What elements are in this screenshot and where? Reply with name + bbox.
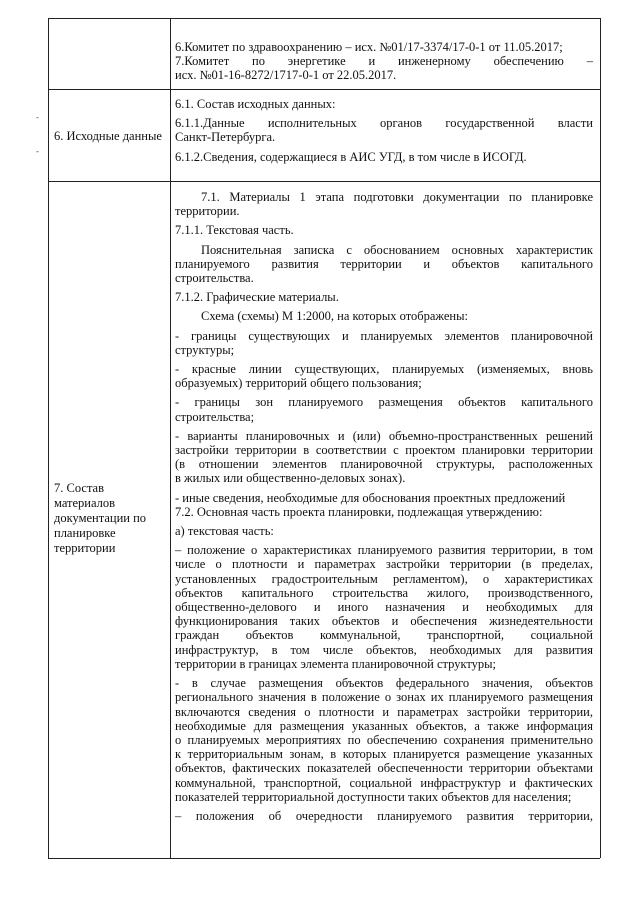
text-line: - варианты планировочных и (или) объемно-пространственных решений [175, 428, 593, 443]
text-line: застройки территории в соответствии с проектом планировки территории [175, 443, 593, 458]
text-line: регионального значения в положение о зонах их планируемого размещения [175, 690, 593, 705]
text-line: структуры; [175, 342, 235, 357]
text-line: 6.1.2.Сведения, содержащиеся в АИС УГД, в том числе в ИСОГД. [175, 149, 527, 164]
text-line: 7.1.1. Текстовая часть. [175, 223, 294, 238]
row2-content [175, 97, 593, 164]
text-line: - иные сведения, необходимые для обоснования проектных предложений [175, 490, 566, 505]
table-row-divider-1 [48, 89, 600, 90]
text-line: а) текстовая часть: [175, 524, 274, 539]
row3-content [175, 190, 593, 823]
text-line: планируемого развития территории и объектов капитального [175, 256, 593, 271]
label-line: материалов [54, 496, 116, 510]
table-row-divider-2 [48, 181, 600, 182]
text-line: - красные линии существующих, планируемых (изменяемых, вновь [175, 362, 593, 377]
text-line: объектов, фактических показателей обеспеченности территории объектами [175, 761, 593, 776]
text-line: строительства; [175, 409, 255, 424]
text-line: 7.Комитет по энергетике и инженерному обеспечению – [175, 54, 593, 69]
text-line: коммунальной, транспортной, социальной инфраструктур и фактических [175, 775, 593, 790]
label-line: планировке [54, 526, 116, 540]
row2-label: 6. Исходные данные [54, 129, 162, 143]
text-line: установленных градостроительным регламентом), о характеристиках [175, 571, 593, 586]
text-line: 7.2. Основная часть проекта планировки, подлежащая утверждению: [175, 504, 543, 519]
text-line: – положение о характеристиках планируемого развития территории, в том [175, 543, 593, 558]
text-line: включаются сведения о плотности и параметрах застройки территории, [175, 704, 593, 719]
table-top-border [48, 18, 600, 19]
row1-content [175, 40, 593, 83]
text-line: строительства. [175, 271, 254, 286]
text-line: в жилых или общественно-деловых зонах). [175, 471, 406, 486]
text-line: 7.1.2. Графические материалы. [175, 290, 339, 305]
text-line: функционирования таких объектов и обеспечения жизнедеятельности [175, 614, 593, 629]
text-line: к территориальным зонам, в которых планируется размещение указанных [175, 747, 593, 762]
text-line: - границы зон планируемого размещения объектов капитального [175, 395, 593, 410]
label-line: территории [54, 541, 116, 555]
text-line: объектов капитального строительства жилого, производственного, [175, 585, 593, 600]
row3-label [54, 481, 164, 556]
text-line: Схема (схемы) М 1:2000, на которых отображены: [201, 309, 468, 324]
text-line: территории. [175, 204, 240, 219]
text-line: 6.1.1.Данные исполнительных органов государственной власти [175, 116, 593, 131]
text-line: общественно-делового и иного назначения и необходимых для [175, 600, 593, 615]
text-line: о планируемых мероприятиях по обеспечению сохранения применительно [175, 732, 593, 747]
text-line: 7.1. Материалы 1 этапа подготовки документации по планировке [201, 190, 593, 204]
text-line: Санкт-Петербурга. [175, 130, 276, 145]
margin-mark: - [36, 112, 39, 122]
text-line: необходимые для размещения указанных объектов, а также информация [175, 718, 593, 733]
text-line: показателей территориальной доступности таких объектов для населения; [175, 789, 572, 804]
text-line: 6.Комитет по здравоохранению – исх. №01/17-3374/17-0-1 от 11.05.2017; [175, 40, 563, 54]
text-line: Пояснительная записка с обоснованием основных характеристик [201, 242, 593, 257]
text-line: числе о плотности и параметрах застройки территории (в пределах, [175, 557, 593, 572]
table-bottom-border [48, 858, 600, 859]
text-line: территории в границах элемента планировочной структуры; [175, 656, 497, 671]
text-line: инфраструктур, в том числе объектов, необходимых для развития [175, 642, 593, 657]
text-line: - в случае размещения объектов федерального значения, объектов [175, 676, 593, 691]
label-line: документации по [54, 511, 147, 525]
text-line: образуемых) территорий общего пользования; [175, 376, 422, 391]
margin-mark: - [36, 146, 39, 156]
text-line: - границы существующих и планируемых элементов планировочной [175, 328, 593, 343]
text-line: (в отношении элементов планировочной структуры, расположенных [175, 457, 593, 472]
table-column-divider [170, 18, 171, 858]
label-line: 7. Состав [54, 481, 105, 495]
text-line: – положения об очередности планируемого развития территории, [175, 808, 593, 823]
text-line: 6.1. Состав исходных данных: [175, 97, 336, 111]
text-line: исх. №01-16-8272/1717-0-1 от 22.05.2017. [175, 68, 397, 83]
text-line: граждан объектов коммунальной, транспортной, социальной [175, 628, 593, 643]
